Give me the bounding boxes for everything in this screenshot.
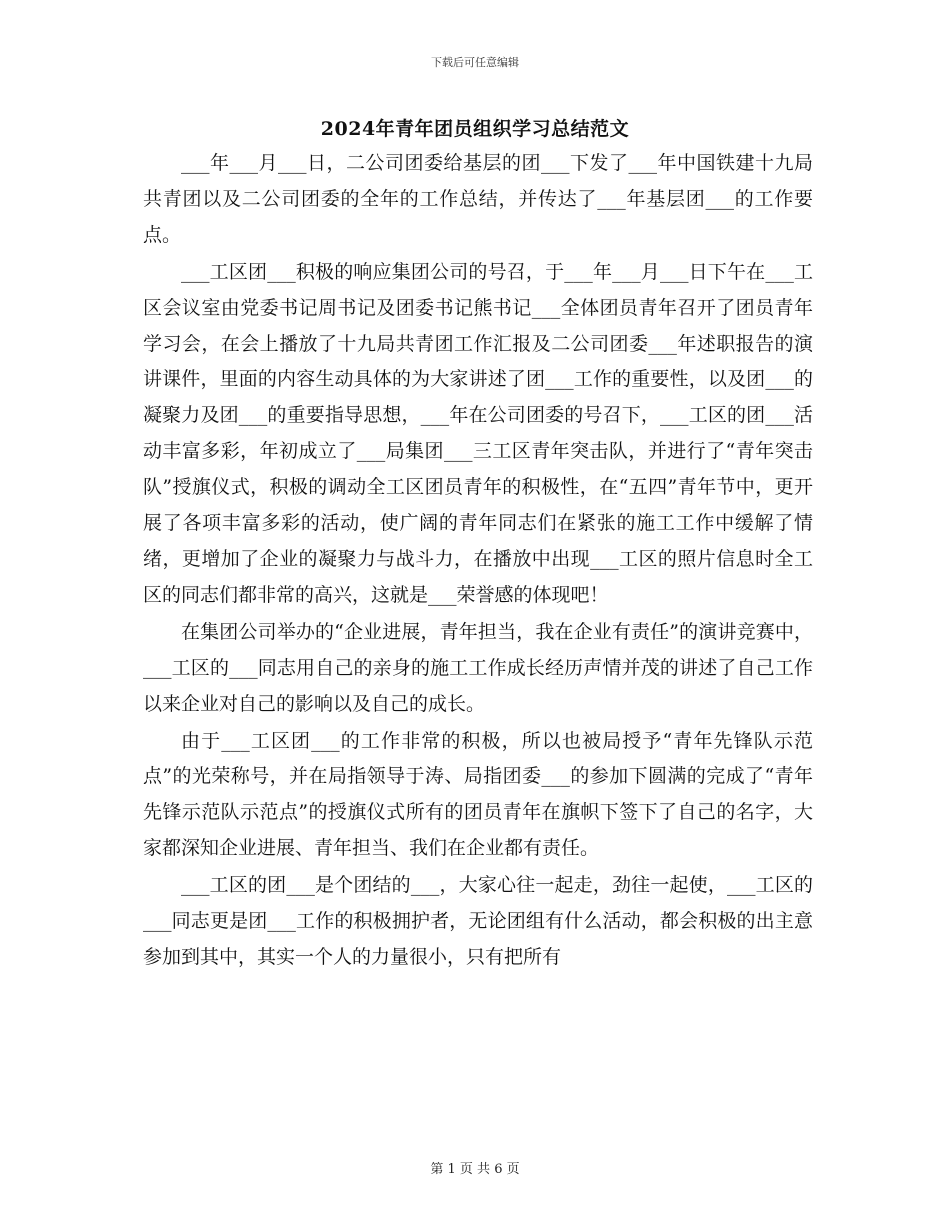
paragraph-5: ___工区的团___是个团结的___，大家心往一起走，劲往一起使，___工区的___同志更是团___工作的积极拥护者，无论团组有什么活动，都会积极的出主意参加到其中，其实一个人的力量很小，只有把所有 [143, 874, 813, 968]
document-body [143, 146, 813, 977]
header-note: 下载后可任意编辑 [431, 56, 519, 69]
paragraph-1: ___年___月___日，二公司团委给基层的团___下发了___年中国铁建十九局共青团以及二公司团委的全年的工作总结，并传达了___年基层团___的工作要点。 [143, 152, 813, 246]
document-title: 2024年青年团员组织学习总结范文 [320, 118, 630, 140]
paragraph-2: ___工区团___积极的响应集团公司的号召，于___年___月___日下午在___工区会议室由党委书记周书记及团委书记熊书记___全体团员青年召开了团员青年学习会，在会上播放了十九局共青团工作汇报及二公司团委___年述职报告的演讲课件，里面的内容生动具体的为大家讲述了团___工作的重要性，以及团___的凝聚力及团___的重要指导思想，___年在公司团委的号召下，___工区的团___活动丰富多彩，年初成立了___局集团___三工区青年突击队，并进行了“青年突击队”授旗仪式，积极的调动全工区团员青年的积极性，在“五四”青年节中，更开展了各项丰富多彩的活动，使广阔的青年同志们在紧张的施工工作中缓解了情绪，更增加了企业的凝聚力与战斗力，在播放中出现___工区的照片信息时全工区的同志们都非常的高兴，这就是___荣誉感的体现吧！ [143, 260, 813, 606]
page-number: 第 1 页 共 6 页 [430, 1162, 520, 1177]
paragraph-3: 在集团公司举办的“企业进展，青年担当，我在企业有责任”的演讲竞赛中，___工区的___同志用自己的亲身的施工工作成长经历声情并茂的讲述了自己工作以来企业对自己的影响以及自己的成长。 [143, 620, 813, 715]
paragraph-4: 由于___工区团___的工作非常的积极，所以也被局授予“青年先锋队示范点”的光荣称号，并在局指领导于涛、局指团委___的参加下圆满的完成了“青年先锋示范队示范点”的授旗仪式所有的团员青年在旗帜下签下了自己的名字，大家都深知企业进展、青年担当、我们在企业都有责任。 [143, 729, 813, 860]
